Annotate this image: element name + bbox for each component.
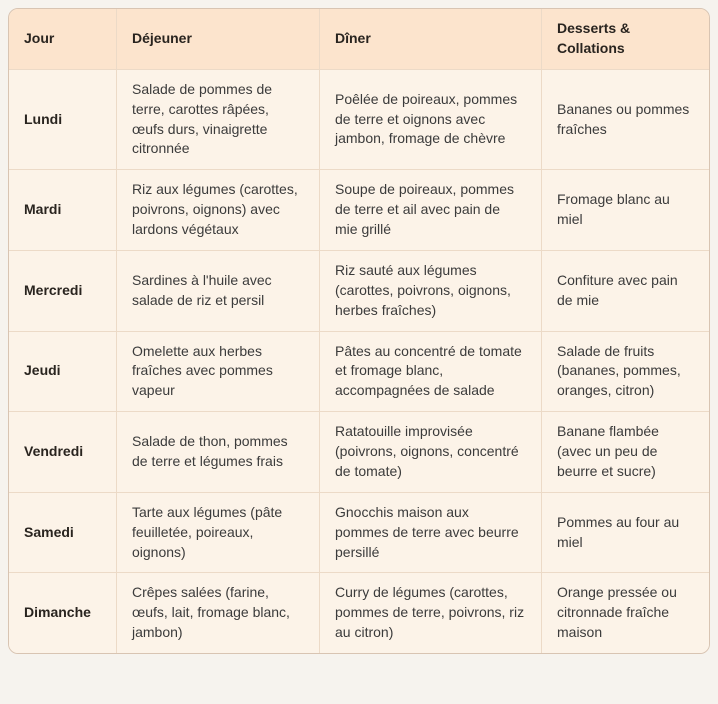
table-row-samedi bbox=[9, 492, 709, 573]
table-row-mercredi bbox=[9, 250, 709, 331]
dejeuner-cell: Salade de thon, pommes de terre et légumes frais bbox=[116, 411, 319, 492]
table-row-mardi bbox=[9, 169, 709, 250]
day-cell: Vendredi bbox=[9, 411, 116, 492]
diner-cell: Poêlée de poireaux, pommes de terre et oignons avec jambon, fromage de chèvre bbox=[319, 69, 541, 170]
dejeuner-cell: Crêpes salées (farine, œufs, lait, fromage blanc, jambon) bbox=[116, 572, 319, 653]
diner-cell: Soupe de poireaux, pommes de terre et ail avec pain de mie grillé bbox=[319, 169, 541, 250]
diner-cell: Ratatouille improvisée (poivrons, oignons, concentré de tomate) bbox=[319, 411, 541, 492]
day-cell: Mercredi bbox=[9, 250, 116, 331]
table-row-jeudi bbox=[9, 331, 709, 412]
desserts-cell: Bananes ou pommes fraîches bbox=[541, 69, 709, 170]
column-header-diner: Dîner bbox=[319, 9, 541, 69]
meal-plan-table bbox=[9, 9, 709, 653]
header-row bbox=[9, 9, 709, 69]
day-cell: Jeudi bbox=[9, 331, 116, 412]
desserts-cell: Banane flambée (avec un peu de beurre et sucre) bbox=[541, 411, 709, 492]
diner-cell: Pâtes au concentré de tomate et fromage blanc, accompagnées de salade bbox=[319, 331, 541, 412]
table-row-vendredi bbox=[9, 411, 709, 492]
desserts-cell: Salade de fruits (bananes, pommes, oranges, citron) bbox=[541, 331, 709, 412]
dejeuner-cell: Tarte aux légumes (pâte feuilletée, poireaux, oignons) bbox=[116, 492, 319, 573]
table-row-lundi bbox=[9, 69, 709, 170]
dejeuner-cell: Sardines à l'huile avec salade de riz et persil bbox=[116, 250, 319, 331]
desserts-cell: Pommes au four au miel bbox=[541, 492, 709, 573]
dejeuner-cell: Omelette aux herbes fraîches avec pommes vapeur bbox=[116, 331, 319, 412]
day-cell: Samedi bbox=[9, 492, 116, 573]
day-cell: Dimanche bbox=[9, 572, 116, 653]
diner-cell: Gnocchis maison aux pommes de terre avec beurre persillé bbox=[319, 492, 541, 573]
day-cell: Mardi bbox=[9, 169, 116, 250]
column-header-dejeuner: Déjeuner bbox=[116, 9, 319, 69]
meal-plan-table-container bbox=[8, 8, 710, 654]
desserts-cell: Orange pressée ou citronnade fraîche maison bbox=[541, 572, 709, 653]
table-row-dimanche bbox=[9, 572, 709, 653]
desserts-cell: Fromage blanc au miel bbox=[541, 169, 709, 250]
dejeuner-cell: Riz aux légumes (carottes, poivrons, oignons) avec lardons végétaux bbox=[116, 169, 319, 250]
desserts-cell: Confiture avec pain de mie bbox=[541, 250, 709, 331]
column-header-jour: Jour bbox=[9, 9, 116, 69]
diner-cell: Curry de légumes (carottes, pommes de terre, poivrons, riz au citron) bbox=[319, 572, 541, 653]
diner-cell: Riz sauté aux légumes (carottes, poivrons, oignons, herbes fraîches) bbox=[319, 250, 541, 331]
dejeuner-cell: Salade de pommes de terre, carottes râpées, œufs durs, vinaigrette citronnée bbox=[116, 69, 319, 170]
day-cell: Lundi bbox=[9, 69, 116, 170]
column-header-desserts: Desserts & Collations bbox=[541, 9, 709, 69]
